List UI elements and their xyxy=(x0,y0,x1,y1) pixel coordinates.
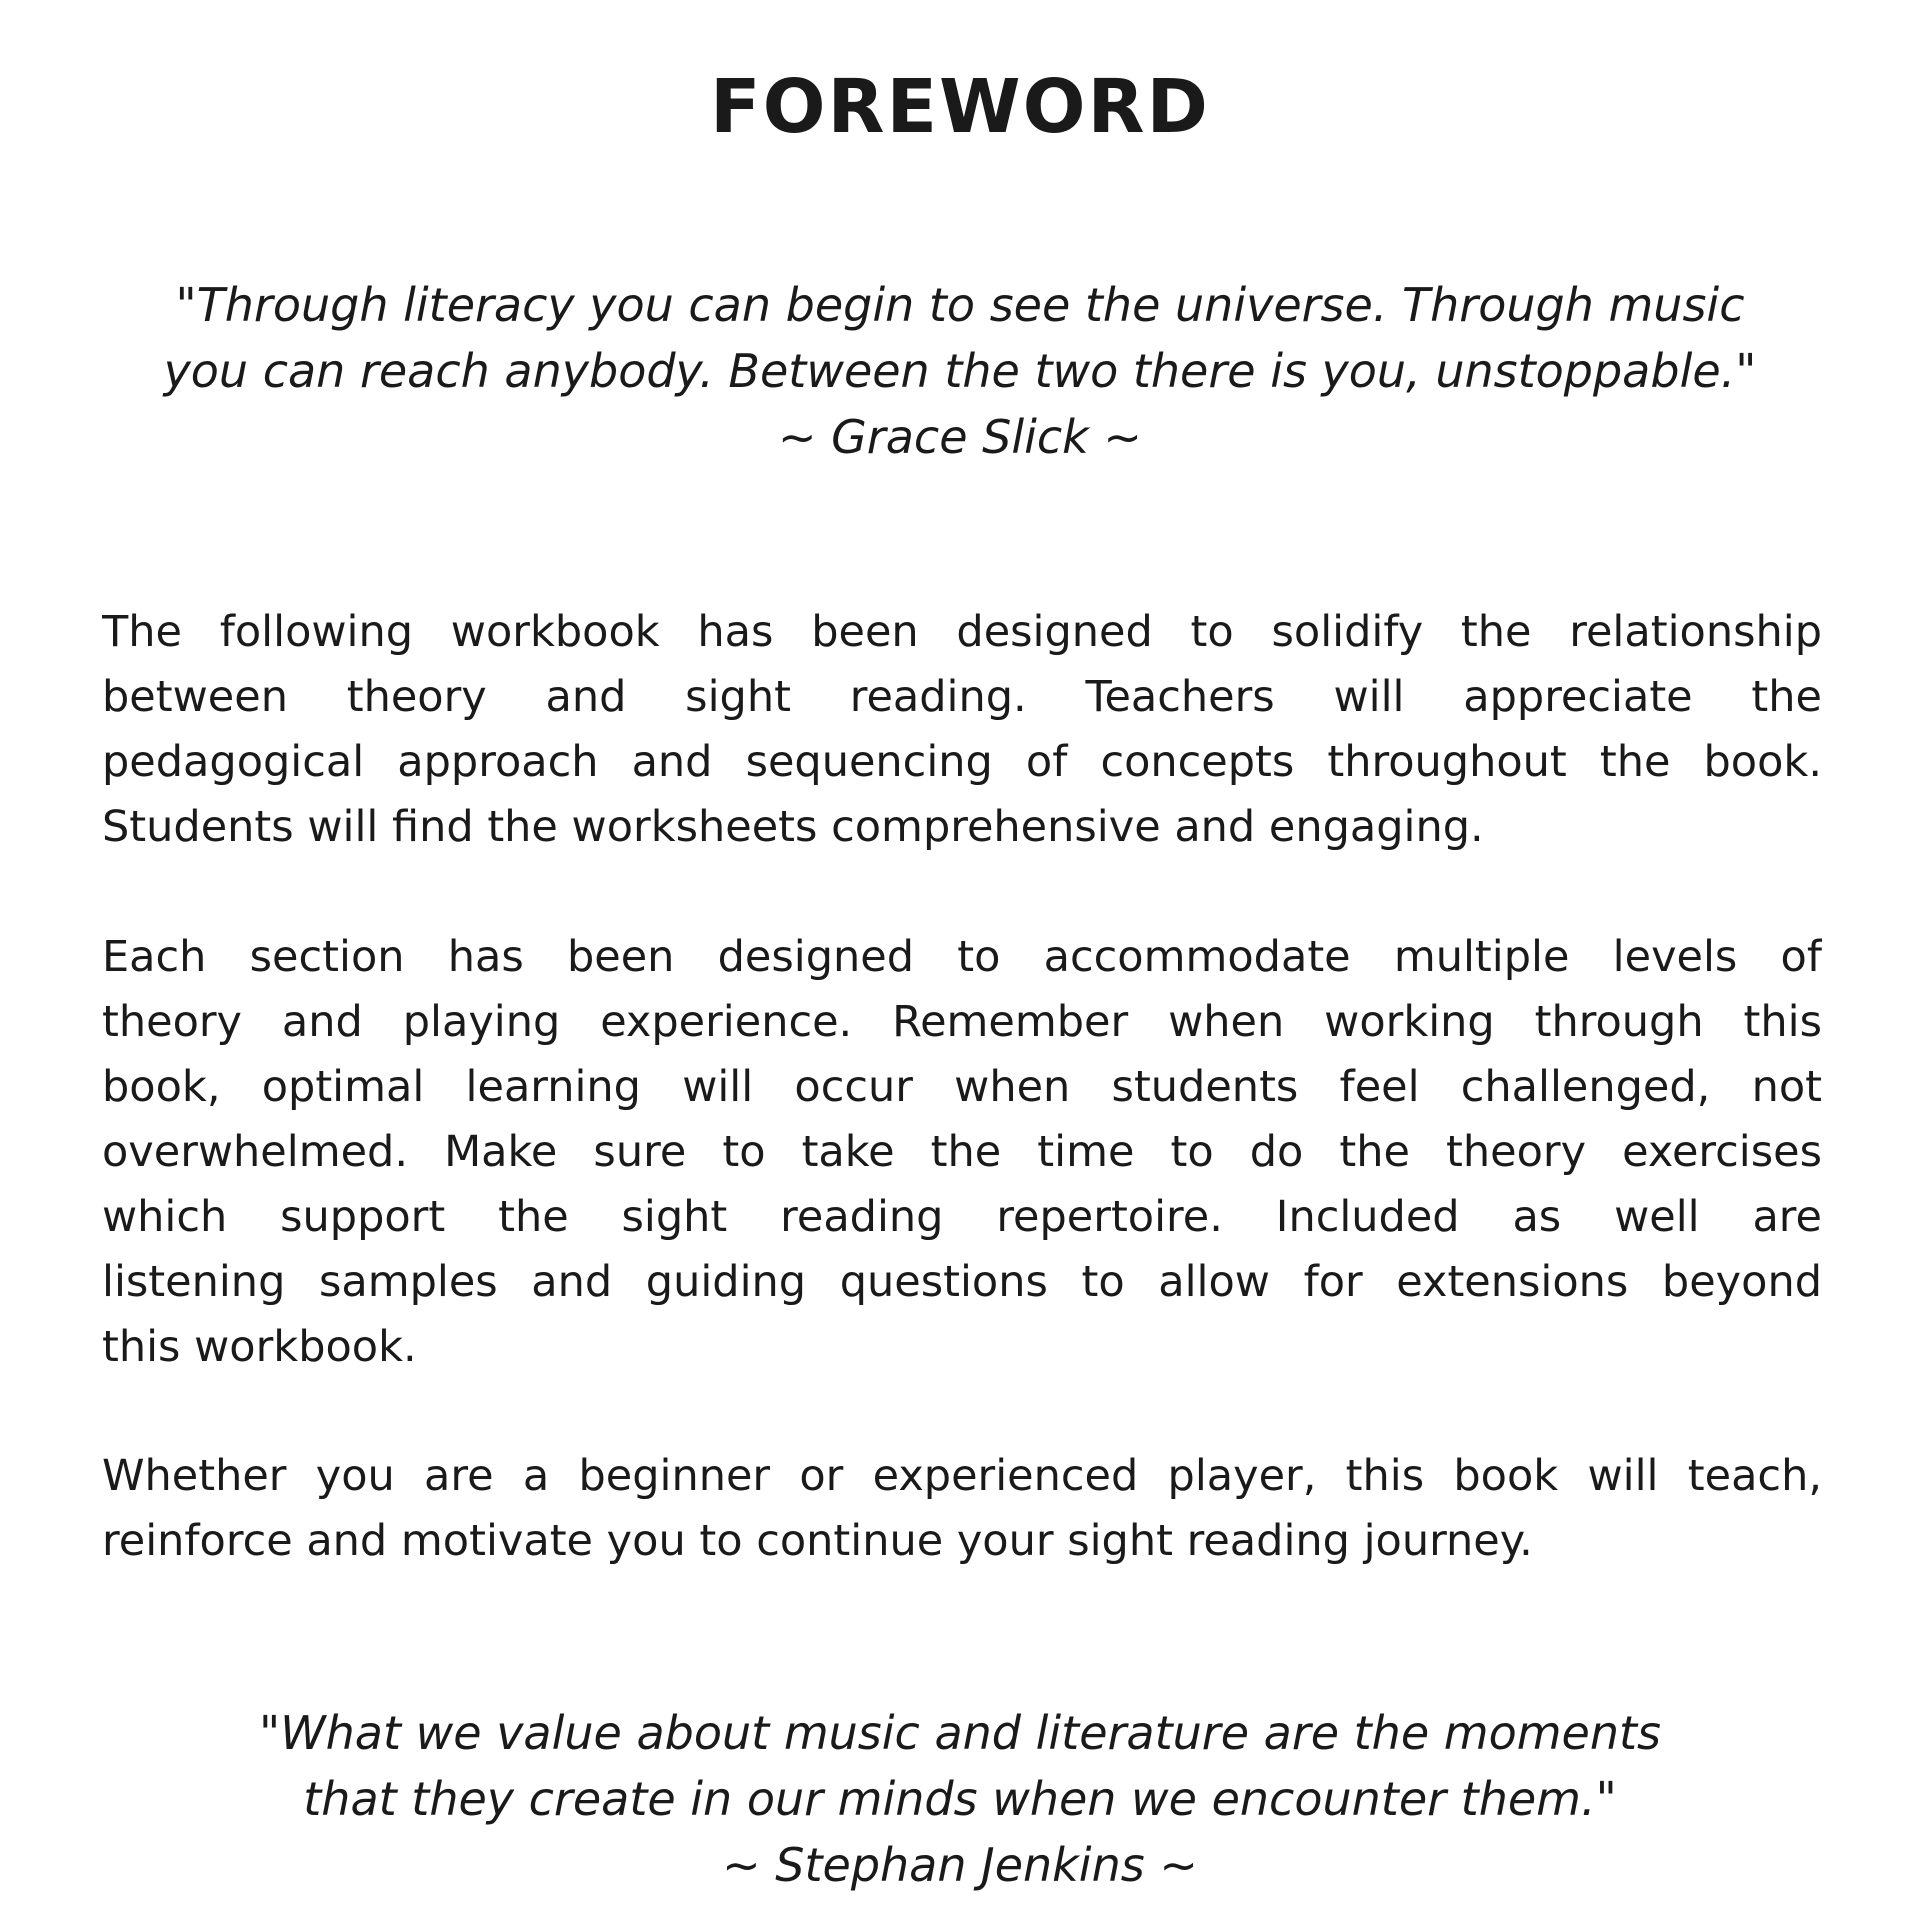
paragraph-line: pedagogical approach and sequencing of concepts throughout the book. xyxy=(102,737,1822,787)
paragraph-line: this workbook. xyxy=(102,1322,417,1372)
paragraph-line: which support the sight reading repertoire. Included as well are xyxy=(102,1192,1822,1242)
closing-quote xyxy=(0,1700,1920,1898)
paragraph-line: Whether you are a beginner or experienced player, this book will teach, xyxy=(102,1451,1822,1501)
paragraph-closing xyxy=(102,1444,1822,1574)
paragraph-line: reinforce and motivate you to continue your sight reading journey. xyxy=(102,1516,1533,1566)
opening-quote xyxy=(0,272,1920,470)
quote-attribution: ~ Stephan Jenkins ~ xyxy=(722,1838,1198,1892)
paragraph-line: Students will find the worksheets comprehensive and engaging. xyxy=(102,802,1484,852)
page-title: FOREWORD xyxy=(710,64,1210,150)
paragraph-line: overwhelmed. Make sure to take the time to do the theory exercises xyxy=(102,1127,1822,1177)
quote-line: that they create in our minds when we encounter them." xyxy=(303,1772,1617,1826)
quote-line: "What we value about music and literature are the moments xyxy=(259,1706,1661,1760)
paragraph-line: listening samples and guiding questions to allow for extensions beyond xyxy=(102,1257,1822,1307)
paragraph-line: Each section has been designed to accommodate multiple levels of xyxy=(102,932,1822,982)
quote-attribution: ~ Grace Slick ~ xyxy=(778,410,1142,464)
paragraph-sections xyxy=(102,925,1822,1380)
paragraph-intro xyxy=(102,600,1822,860)
paragraph-line: book, optimal learning will occur when students feel challenged, not xyxy=(102,1062,1822,1112)
quote-line: you can reach anybody. Between the two there is you, unstoppable." xyxy=(163,344,1757,398)
quote-line: "Through literacy you can begin to see the universe. Through music xyxy=(175,278,1745,332)
paragraph-line: The following workbook has been designed to solidify the relationship xyxy=(102,607,1822,657)
paragraph-line: theory and playing experience. Remember when working through this xyxy=(102,997,1822,1047)
paragraph-line: between theory and sight reading. Teachers will appreciate the xyxy=(102,672,1822,722)
